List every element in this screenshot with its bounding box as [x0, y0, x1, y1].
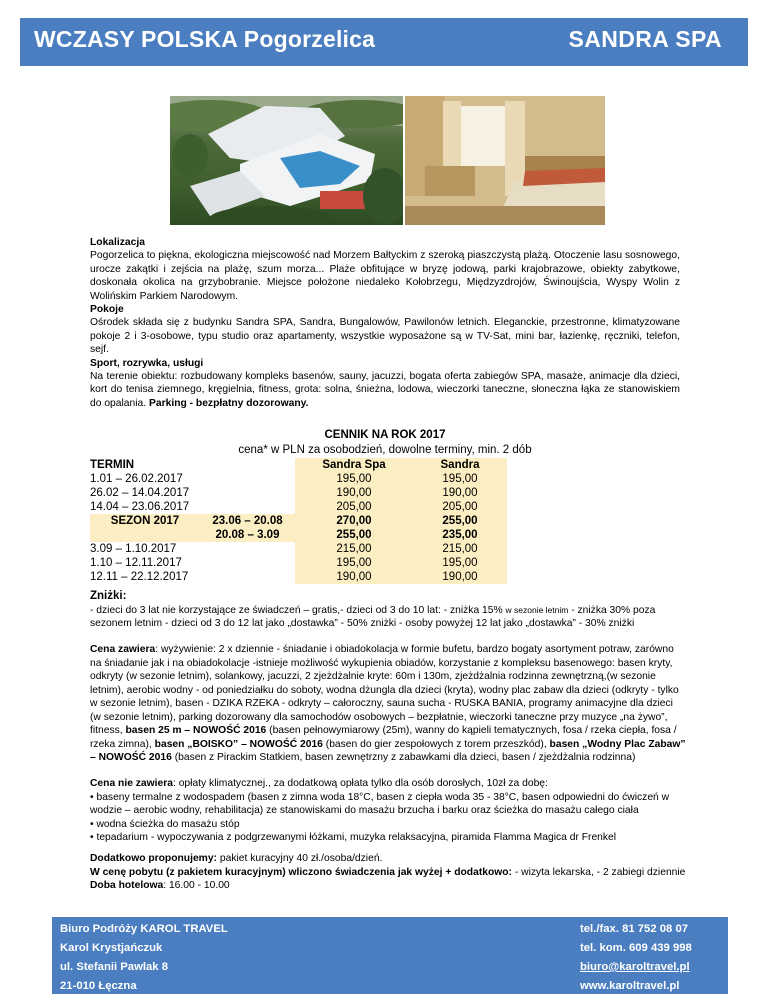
price-includes-text-3: (basen do gier zespołowych z torem przeszkód), [322, 738, 550, 750]
table-row [90, 500, 680, 514]
row-price-spa: 190,00 [295, 486, 413, 500]
table-row [90, 556, 680, 570]
season-term: 20.08 – 3.09 [200, 528, 295, 542]
table-row [90, 486, 680, 500]
pokoje-heading: Pokoje [90, 304, 124, 316]
discounts-heading: Zniżki: [90, 590, 127, 602]
price-list-subtitle: cena* w PLN za osobodzień, dowolne terminy, min. 2 dób [238, 444, 532, 456]
season-price-spa: 270,00 [295, 514, 413, 528]
package-heading: W cenę pobytu (z pakietem kuracyjnym) wliczono świadczenia jak wyżej + dodatkowo: [90, 866, 512, 878]
header-banner [20, 18, 748, 66]
price-table-header [90, 458, 680, 472]
table-row [90, 570, 680, 584]
phone-fax: tel./fax. 81 752 08 07 [580, 923, 689, 935]
package-text: - wizyta lekarska, - 2 zabiegi dziennie [512, 866, 686, 878]
season-price-sandra: 255,00 [413, 514, 507, 528]
aerial-resort-photo [170, 96, 403, 225]
row-term: 3.09 – 1.10.2017 [90, 543, 177, 555]
row-term: 14.04 – 23.06.2017 [90, 501, 190, 513]
row-price-spa: 195,00 [295, 472, 413, 486]
row-price-spa: 195,00 [295, 556, 413, 570]
sport-text [90, 370, 680, 410]
check-in-hours [90, 879, 686, 893]
row-price-sandra: 190,00 [413, 570, 507, 584]
sport-heading: Sport, rozrywka, usługi [90, 357, 204, 369]
mobile-phone: tel. kom. 609 439 998 [580, 942, 692, 954]
footer-banner [52, 917, 728, 994]
price-includes-section [90, 643, 686, 765]
row-term: 1.10 – 12.11.2017 [90, 557, 182, 569]
season-price-sandra: 235,00 [413, 528, 507, 542]
col-termin: TERMIN [90, 459, 135, 471]
header-title: WCZASY POLSKA Pogorzelica [34, 26, 376, 52]
price-includes-bold-3: basen „Wodny Plac Zabaw” – NOWOŚĆ 2016 [90, 738, 686, 763]
row-price-sandra: 190,00 [413, 486, 507, 500]
price-list-title: CENNIK NA ROK 2017 [324, 429, 446, 441]
row-price-sandra: 215,00 [413, 542, 507, 556]
discounts-text-small: w sezonie letnim [505, 604, 569, 615]
header-hotel-name: SANDRA SPA [568, 26, 722, 52]
website-link[interactable]: www.karoltravel.pl [580, 980, 680, 992]
price-includes-text-4: (basen z Pirackim Statkiem, basen zewnętrzny z zabawkami dla dzieci, basen / zjeżdżalnia rodzinna) [171, 752, 636, 763]
row-price-sandra: 205,00 [413, 500, 507, 514]
package-includes [90, 866, 686, 880]
season-row [90, 514, 680, 528]
list-item: • wodna ścieżka do masażu stóp [90, 818, 240, 830]
discounts-text [90, 604, 686, 631]
price-includes-text-2: (basen pełnowymiarowy (25m), wanny do kąpieli tematycznych, fosa / rzeka ciepła, fosa / rzeka zimna), [90, 725, 677, 750]
row-price-spa: 215,00 [295, 542, 413, 556]
agency-street: ul. Stefanii Pawlak 8 [60, 961, 168, 973]
price-includes-bold-1: basen 25 m – NOWOŚĆ 2016 [125, 725, 267, 736]
price-includes-text-1: : wyżywienie: 2 x dziennie - śniadanie i obiadokolacja w formie bufetu, bardzo bogaty asortyment potraw, zarówno na śniadanie jak i na obiadokolacje -istnieje możliwość wykupienia obiadów, korzystanie z kompleksu basenowego: basen kryty, odkryty (w sezonie letnim), solankowy, jacuzzi, 2 zjeżdżalnie kryte: 60m i 130m, zjeżdżalnia rodzinna zewnętrzną,(w sezonie letnim), aerobic wodny - od poniedziałku do soboty, wodna dżungla dla dzieci (kryta), wodny plac zabaw dla dzieci (odkryty - tylko w sezonie letnim), basen - DZIKA RZEKA - odkryty – całoroczny, sauna sucha - RUSKA BANIA, programy animacyjne dla dzieci (w sezonie letnim), parking dozorowany dla samochodów osobowych – bezpłatnie, wieczorki taneczne przy muzyce „na żywo”, fitness, [90, 644, 679, 736]
row-price-sandra: 195,00 [413, 556, 507, 570]
pokoje-text: Ośrodek składa się z budynku Sandra SPA, Sandra, Bungalowów, Pawilonów letnich. Eleganckie, przestronne, klimatyzowane pokoje 2 i 3-osobowe, typu studio oraz apartamenty, wszystkie wyposażone są w TV-Sat, mini bar, łazienkę, ręczniki, telefon, sejf. [90, 317, 680, 356]
agency-city: 21-010 Łęczna [60, 980, 137, 992]
additional-text: pakiet kuracyjny 40 zł./osoba/dzień. [217, 853, 383, 864]
price-includes-bold-2: basen „BOISKO” – NOWOŚĆ 2016 [154, 738, 323, 750]
season-term: 23.06 – 20.08 [200, 514, 295, 528]
row-price-spa: 190,00 [295, 570, 413, 584]
check-in-heading: Doba hotelowa [90, 880, 164, 891]
col-sandra: Sandra [413, 458, 507, 472]
parking-note: Parking - bezpłatny dozorowany. [149, 397, 309, 409]
table-row [90, 472, 680, 486]
row-term: 1.01 – 26.02.2017 [90, 473, 183, 485]
hotel-room-photo [405, 96, 605, 225]
sport-body: Na terenie obiektu: rozbudowany kompleks basenów, sauny, jacuzzi, bogata oferta zabiegów SPA, masaże, animacje dla dzieci, kort do tenisa ziemnego, kręgielnia, fitness, grota: solna, śnieżna, lodowa, wieczorki taneczne, słoneczna łąka ze stanowiskiem do opalania. [90, 371, 680, 409]
row-price-sandra: 195,00 [413, 472, 507, 486]
footer-agency-info [60, 920, 228, 994]
additional-heading: Dodatkowo proponujemy: [90, 853, 217, 864]
check-in-text: : 16.00 - 10.00 [163, 880, 230, 891]
agency-owner: Karol Krystjańczuk [60, 942, 163, 954]
description-block [90, 236, 680, 410]
agency-name: Biuro Podróży KAROL TRAVEL [60, 923, 228, 935]
col-sandra-spa: Sandra Spa [295, 458, 413, 472]
additional-section [90, 852, 686, 893]
row-price-spa: 205,00 [295, 500, 413, 514]
discounts-text-a: - dzieci do 3 lat nie korzystające ze świadczeń – gratis,- dzieci od 3 do 10 lat: - zniżka 15% [90, 604, 506, 616]
footer-contact [580, 920, 710, 994]
table-row [90, 542, 680, 556]
price-table [90, 458, 680, 584]
list-item: • tepadarium - wypoczywania z podgrzewanymi łóżkami, muzyka relaksacyjna, piramida Flamma Magica dr Frenkel [90, 832, 617, 843]
additional-offer [90, 852, 686, 866]
lokalizacja-heading: Lokalizacja [90, 237, 145, 248]
row-term: 26.02 – 14.04.2017 [90, 487, 190, 499]
price-excludes-text: : opłaty klimatycznej., za dodatkową opłata tylko dla osób dorosłych, 10zł za dobę: [172, 778, 548, 789]
season-label: SEZON 2017 [90, 514, 200, 542]
list-item: • baseny termalne z wodospadem (basen z zimna woda 18°C, basen z ciepła woda 35 - 38°C, basen odpowiedni do ćwiczeń w wodzie – aerobic wodny, rehabilitacja) ze stanowiskami do masażu brzucha i barku oraz ścieżka do masażu całego ciała [90, 791, 670, 816]
price-excludes-section [90, 777, 686, 845]
season-price-spa: 255,00 [295, 528, 413, 542]
discounts-section [90, 590, 686, 631]
lokalizacja-text: Pogorzelica to piękna, ekologiczna miejscowość nad Morzem Bałtyckim z szeroką piaszczystą plażą. Otoczenie lasu sosnowego, urocze zakątki i zejścia na plażę, szum morza... Plaże obfitujące w bryzę jodową, parki krajobrazowe, obiekty zabytkowe, doskonała okolica na grzybobranie. Miejsce położone niedaleko Kołobrzegu, Międzyzdrojów, Świnoujścia, Wyspy Wolin z Wolińskim Parkiem Narodowym. [90, 250, 680, 302]
discounts-text-b: - zniżka 30% poza sezonem letnim - dzieci od 3 do 12 lat jako „dostawka” - 50% zniżki - osoby powyżej 12 lat jako „dostawka” - 30% zniżki [90, 604, 656, 629]
price-excludes-heading: Cena nie zawiera [90, 778, 173, 789]
price-includes-heading: Cena zawiera [90, 644, 156, 655]
row-term: 12.11 – 22.12.2017 [90, 571, 189, 583]
price-excludes-intro [90, 777, 686, 791]
email-link[interactable]: biuro@karoltravel.pl [580, 961, 690, 973]
